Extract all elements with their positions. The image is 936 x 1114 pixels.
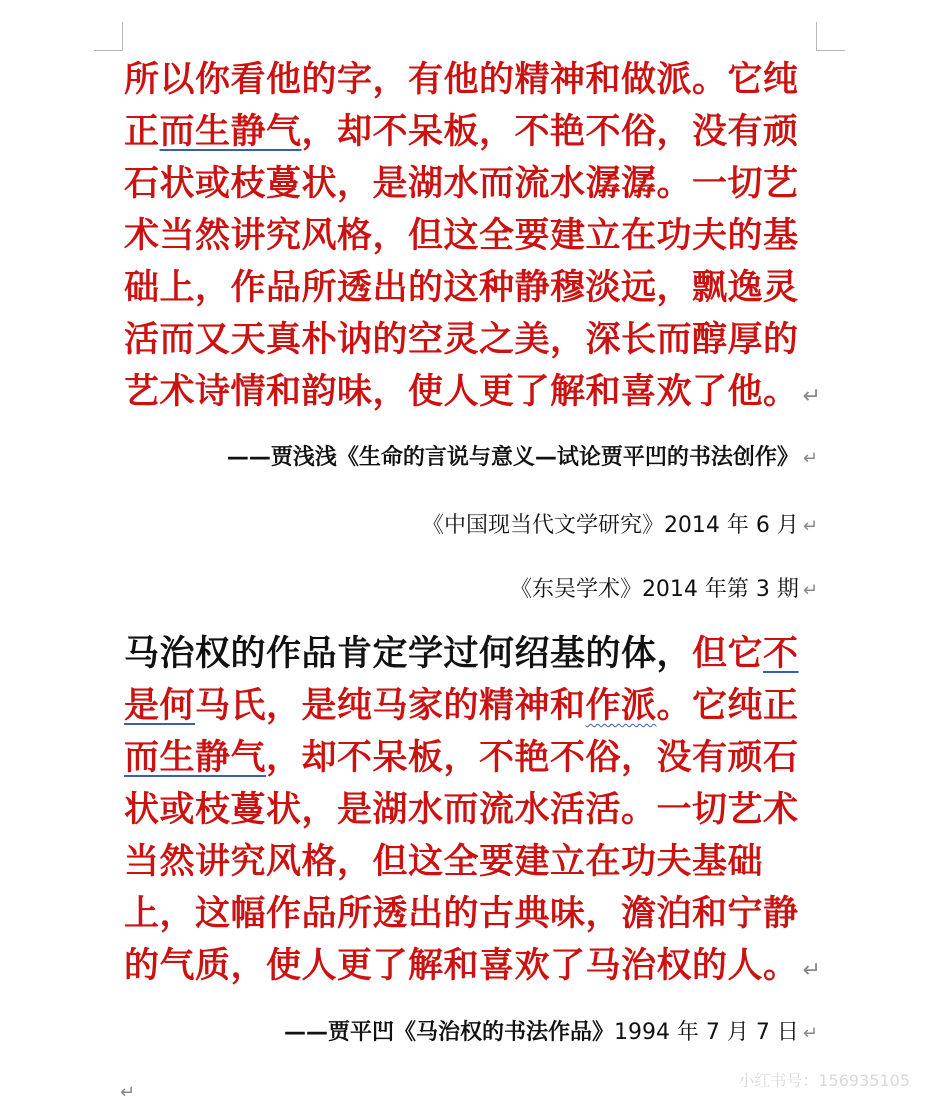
paragraph1-line: 石状或枝蔓状，是湖水而流水潺潺。一切艺 bbox=[124, 164, 799, 204]
paragraph2-text: 马氏，是纯马家的精神和 bbox=[195, 686, 586, 726]
underlined-phrase: 而生静气 bbox=[124, 738, 267, 778]
paragraph1-line: 艺术诗情和韵味，使人更了解和喜欢了他。 bbox=[124, 372, 799, 412]
citation-text: 《东吴学术》2014 年第 3 期 bbox=[509, 577, 799, 602]
citation-text: ——贾平凹《马治权的书法作品》 bbox=[283, 1020, 614, 1045]
paragraph-mark-icon: ↵ bbox=[802, 384, 822, 409]
paragraph1-line: 术当然讲究风格，但这全要建立在功夫的基 bbox=[124, 216, 799, 256]
paragraph1-line: ，却不呆板，不艳不俗，没有顽 bbox=[301, 112, 799, 152]
quote-paragraph-1 bbox=[124, 54, 824, 423]
underlined-phrase: 而生静气 bbox=[159, 112, 302, 152]
paragraph2-text: 但它 bbox=[692, 634, 764, 674]
underlined-phrase: 不是何 bbox=[124, 634, 799, 726]
citation-text: 《中国现当代文学研究》2014 年 6 月 bbox=[421, 513, 799, 538]
quote-paragraph-2 bbox=[124, 628, 824, 997]
citation-text: ——贾浅浅《生命的言说与意义—试论贾平凹的书法创作》 bbox=[226, 445, 799, 470]
paragraph1-line: 活而又天真朴讷的空灵之美，深长而醇厚的 bbox=[124, 320, 799, 360]
margin-corner-top-left bbox=[94, 22, 123, 51]
citation-journal-1 bbox=[422, 508, 818, 539]
wavy-underlined-phrase: 作派 bbox=[585, 686, 657, 726]
watermark: 小红书号：156935105 bbox=[738, 1071, 910, 1090]
paragraph-mark-icon: ↵ bbox=[802, 516, 818, 537]
margin-corner-top-right bbox=[816, 22, 845, 51]
paragraph-mark-icon: ↵ bbox=[802, 1023, 818, 1044]
citation-author-1 bbox=[227, 440, 818, 471]
paragraph-mark-icon: ↵ bbox=[120, 1082, 136, 1103]
citation-author-2 bbox=[284, 1015, 818, 1046]
citation-journal-2 bbox=[510, 572, 818, 603]
paragraph-mark-icon: ↵ bbox=[802, 580, 818, 601]
paragraph1-line: 正 bbox=[124, 112, 160, 152]
paragraph-mark-icon: ↵ bbox=[802, 448, 818, 469]
paragraph1-line: 础上，作品所透出的这种静穆淡远，飘逸灵 bbox=[124, 268, 799, 308]
paragraph2-text: 。它纯正 bbox=[656, 686, 799, 726]
citation-date: 1994 年 7 月 7 日 bbox=[613, 1020, 799, 1045]
paragraph2-lead-text: 马治权的作品肯定学过何绍基的体， bbox=[124, 634, 693, 674]
paragraph1-line: 所以你看他的字，有他的精神和做派。它纯 bbox=[124, 60, 799, 100]
paragraph-mark-icon: ↵ bbox=[802, 958, 822, 983]
paragraph2-text: ，却不呆板，不艳不俗，没有顽石状或枝蔓状，是湖水而流水活活。一切艺术当然讲究风格，但这全要建立在功夫基础上，这幅作品所透出的古典味，澹泊和宁静的气质，使人更了解和喜欢了马治权的人。 bbox=[124, 738, 799, 986]
